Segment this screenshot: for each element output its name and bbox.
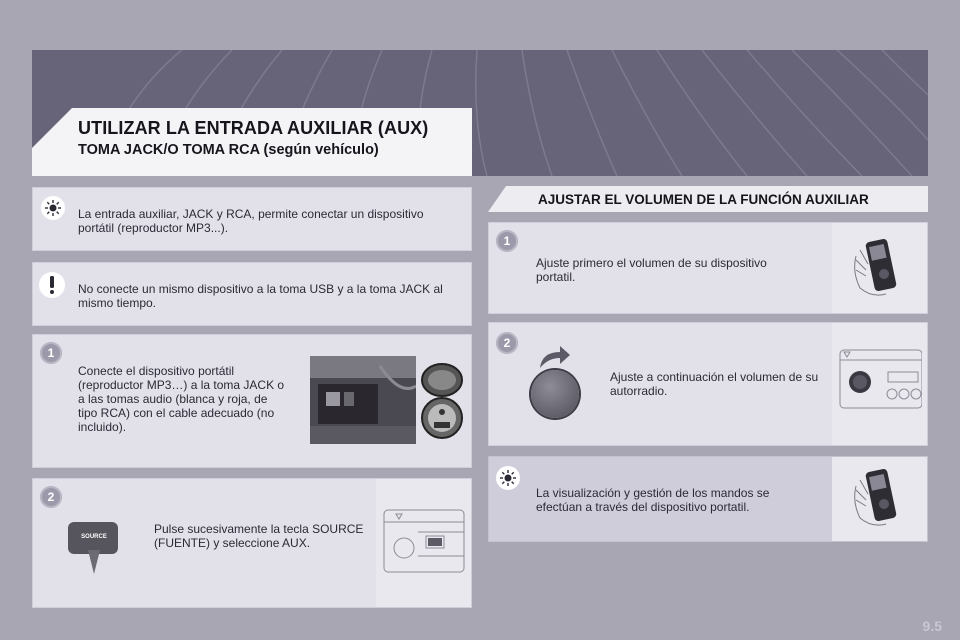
exclamation-icon bbox=[39, 272, 65, 298]
hand-mp3-player-illustration bbox=[850, 236, 910, 300]
left-step2-text: Pulse sucesivamente la tecla SOURCE (FUENTE) y seleccione AUX. bbox=[154, 522, 364, 550]
rca-jack-cover-illustration bbox=[418, 360, 466, 442]
left-step1-text: Conecte el dispositivo portátil (reproductor MP3…) a la toma JACK o a las tomas audio (blanca y roja, de tipo RCA) con el cable adecuado (no incluido). bbox=[78, 364, 285, 434]
right-step2-badge: 2 bbox=[496, 332, 518, 354]
volume-knob-illustration bbox=[531, 370, 579, 418]
jack-socket-photo bbox=[310, 356, 416, 444]
right-step2-text: Ajuste a continuación el volumen de su autorradio. bbox=[610, 370, 819, 398]
sun-info-icon bbox=[41, 196, 65, 220]
curved-arrow-icon bbox=[536, 344, 572, 370]
left-step2-badge: 2 bbox=[40, 486, 62, 508]
info-note-text: La entrada auxiliar, JACK y RCA, permite conectar un dispositivo portátil (reproductor MP3...). bbox=[78, 207, 424, 235]
right-step1-badge: 1 bbox=[496, 230, 518, 252]
right-section-title: AJUSTAR EL VOLUMEN DE LA FUNCIÓN AUXILIAR bbox=[538, 192, 869, 207]
page-title: UTILIZAR LA ENTRADA AUXILIAR (AUX) bbox=[78, 118, 429, 138]
radio-panel-illustration bbox=[382, 508, 466, 574]
warning-note-text: No conecte un mismo dispositivo a la toma USB y a la toma JACK al mismo tiempo. bbox=[78, 282, 443, 310]
source-key-illustration bbox=[66, 520, 120, 576]
hand-mp3-player-illustration bbox=[850, 466, 910, 530]
right-step1-text: Ajuste primero el volumen de su dispositivo portatil. bbox=[536, 256, 767, 284]
left-step1-badge: 1 bbox=[40, 342, 62, 364]
page-number: 9.5 bbox=[922, 618, 942, 634]
page-subtitle: TOMA JACK/O TOMA RCA (según vehículo) bbox=[78, 142, 379, 158]
radio-volume-illustration bbox=[838, 348, 922, 410]
sun-info-icon bbox=[496, 466, 520, 490]
right-info-text: La visualización y gestión de los mandos se efectúan a través del dispositivo portatil. bbox=[536, 486, 770, 514]
source-key-label: SOURCE bbox=[81, 534, 107, 540]
